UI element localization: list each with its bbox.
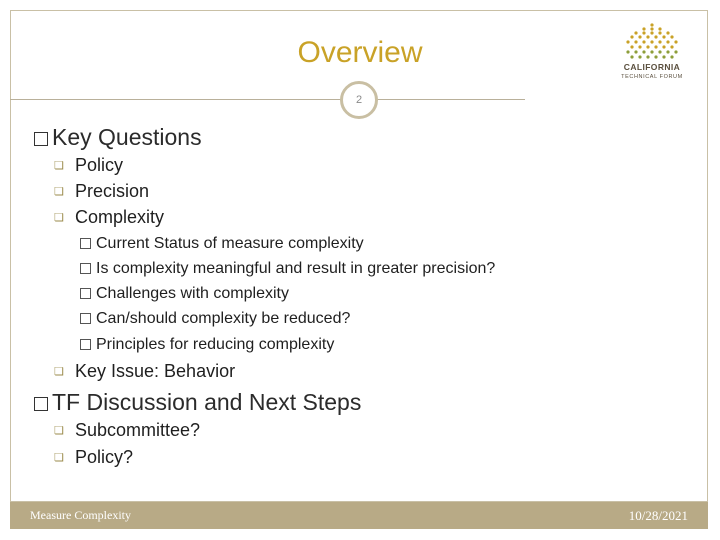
square-bullet-icon xyxy=(80,238,91,249)
checkbox-bullet-icon: ❏ xyxy=(54,425,64,437)
slide-title: Overview xyxy=(297,36,423,69)
sub-list-item: Can/should complexity be reduced? xyxy=(80,310,350,328)
list-item: ❏ Policy? xyxy=(54,447,134,467)
list-item: ❏ Precision xyxy=(54,181,150,201)
checkbox-bullet-icon: ❏ xyxy=(54,452,64,464)
footer-title: Measure Complexity xyxy=(30,508,131,522)
square-bullet-icon xyxy=(80,263,91,274)
sub-list-item: Current Status of measure complexity xyxy=(80,235,364,253)
sub-list-item: Principles for reducing complexity xyxy=(80,336,334,354)
checkbox-bullet-icon: ❏ xyxy=(54,186,64,198)
square-bullet-icon xyxy=(80,313,91,324)
checkbox-bullet-icon: ❏ xyxy=(54,160,64,172)
square-bullet-icon xyxy=(34,397,48,411)
logo-text-technical-forum: TECHNICAL FORUM xyxy=(621,74,683,80)
section-heading-tf-discussion: TF Discussion and Next Steps xyxy=(34,389,361,416)
list-item: ❏ Key Issue: Behavior xyxy=(54,361,236,381)
sub-list-item: Challenges with complexity xyxy=(80,285,289,303)
square-bullet-icon xyxy=(34,132,48,146)
checkbox-bullet-icon: ❏ xyxy=(54,366,64,378)
slide-number: 2 xyxy=(340,81,378,119)
california-technical-forum-logo xyxy=(614,20,690,96)
list-item: ❏ Policy xyxy=(54,155,124,175)
footer-date: 10/28/2021 xyxy=(628,508,688,523)
list-item: ❏ Subcommittee? xyxy=(54,420,201,440)
section-heading-key-questions: Key Questions xyxy=(34,124,202,151)
footer-bar xyxy=(10,502,708,529)
checkbox-bullet-icon: ❏ xyxy=(54,212,64,224)
sub-list-item: Is complexity meaningful and result in greater precision? xyxy=(80,260,495,278)
logo-text-california: CALIFORNIA xyxy=(623,62,681,72)
title-divider xyxy=(10,99,525,100)
square-bullet-icon xyxy=(80,288,91,299)
list-item: ❏ Complexity xyxy=(54,207,165,227)
square-bullet-icon xyxy=(80,339,91,350)
